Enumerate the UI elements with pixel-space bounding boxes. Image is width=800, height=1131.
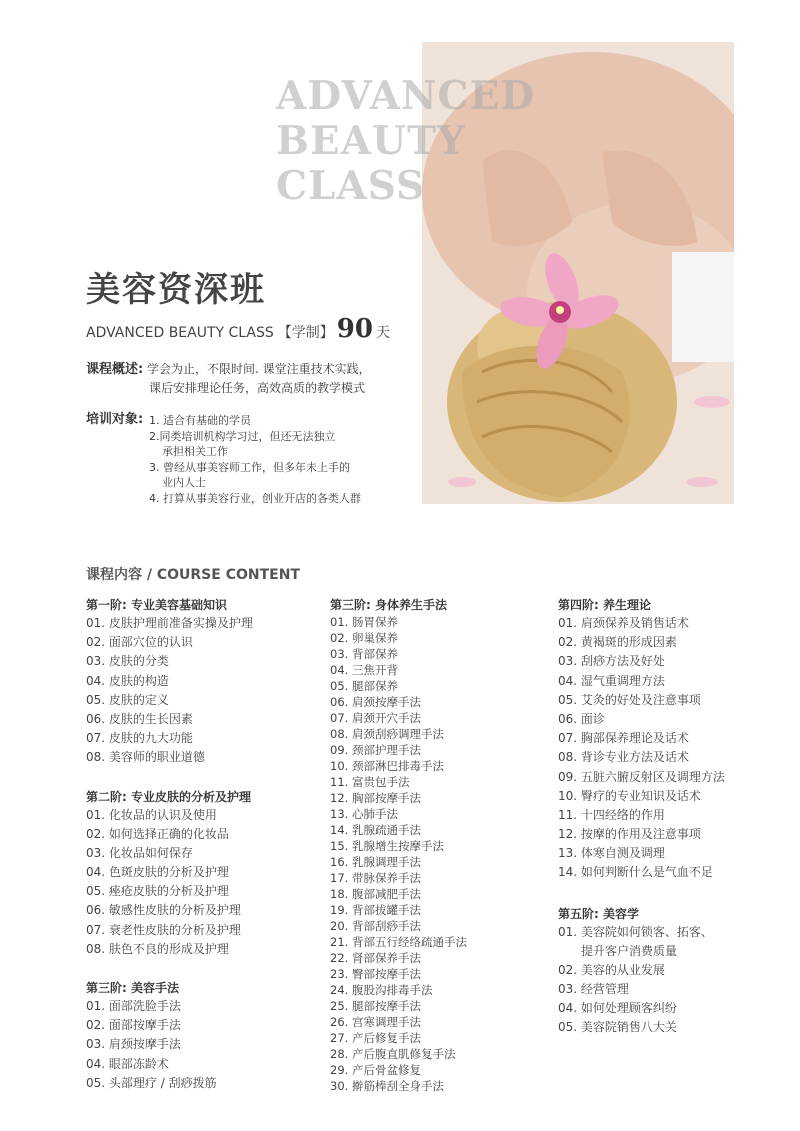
course-item-text: 01. 肩颈保养及销售话术 bbox=[558, 616, 689, 630]
course-item-text: 23. 臀部按摩手法 bbox=[330, 967, 421, 981]
target-item: 3. 曾经从事美容师工作，但多年未上手的 bbox=[149, 460, 350, 474]
course-item bbox=[558, 633, 725, 652]
course-item bbox=[558, 652, 725, 671]
course-item bbox=[330, 790, 467, 806]
course-item bbox=[86, 748, 253, 767]
course-item-text: 14. 如何判断什么是气血不足 bbox=[558, 865, 713, 880]
course-item bbox=[86, 1074, 253, 1093]
course-item-text: 22. 肾部保养手法 bbox=[330, 951, 421, 965]
course-item bbox=[330, 678, 467, 694]
english-watermark-title: ADVANCED BEAUTY CLASS bbox=[276, 73, 536, 209]
course-item-text: 07. 胸部保养理论及话术 bbox=[558, 731, 689, 746]
course-item-text: 02. 黄褐斑的形成因素 bbox=[558, 635, 677, 650]
course-item bbox=[330, 1062, 467, 1078]
course-item-text: 04. 如何处理顾客纠纷 bbox=[558, 1001, 677, 1015]
course-item bbox=[558, 1018, 725, 1037]
course-item-text: 08. 肩颈刮痧调理手法 bbox=[330, 727, 444, 741]
course-item bbox=[558, 961, 725, 980]
course-item-text: 15. 乳腺增生按摩手法 bbox=[330, 839, 444, 853]
course-item bbox=[330, 998, 467, 1014]
course-item bbox=[86, 844, 253, 863]
course-item bbox=[86, 710, 253, 729]
course-item-text: 05. 美容院销售八大关 bbox=[558, 1020, 677, 1035]
course-item bbox=[86, 921, 253, 940]
course-item-text: 07. 皮肤的九大功能 bbox=[86, 731, 193, 746]
course-item bbox=[86, 863, 253, 882]
course-item bbox=[86, 672, 253, 691]
course-item-text: 13. 心肺手法 bbox=[330, 807, 398, 821]
course-item-text: 03. 皮肤的分类 bbox=[86, 654, 169, 669]
course-item-text: 02. 面部穴位的认识 bbox=[86, 635, 193, 650]
course-item-text: 26. 宫寒调理手法 bbox=[330, 1015, 421, 1029]
course-item bbox=[86, 940, 253, 959]
course-item-text: 08. 背诊专业方法及话术 bbox=[558, 750, 689, 765]
course-item bbox=[330, 966, 467, 982]
course-item-text: 04. 皮肤的构造 bbox=[86, 673, 169, 688]
course-item-text: 06. 肩颈按摩手法 bbox=[330, 695, 421, 709]
course-item-text: 07. 肩颈开穴手法 bbox=[330, 711, 421, 725]
course-item bbox=[330, 838, 467, 854]
course-item-text: 03. 化妆品如何保存 bbox=[86, 845, 193, 860]
course-item bbox=[330, 742, 467, 758]
course-item-text: 10. 臀疗的专业知识及话术 bbox=[558, 788, 701, 803]
course-column-3 bbox=[558, 596, 725, 1059]
course-item-text: 05. 痤疮皮肤的分析及护理 bbox=[86, 884, 229, 899]
course-item-text: 06. 皮肤的生长因素 bbox=[86, 711, 193, 726]
course-item bbox=[558, 787, 725, 806]
overview-line2: 课后安排理论任务，高效高质的教学模式 bbox=[149, 381, 366, 395]
course-item-text: 21. 背部五行经络疏通手法 bbox=[330, 935, 467, 949]
course-item-text: 28. 产后腹直肌修复手法 bbox=[330, 1047, 456, 1061]
course-item bbox=[558, 768, 725, 787]
course-item bbox=[330, 1046, 467, 1062]
stage-title: 第一阶: 专业美容基础知识 bbox=[86, 598, 227, 612]
course-item-text: 10. 颈部淋巴排毒手法 bbox=[330, 759, 444, 773]
course-item-text: 02. 面部按摩手法 bbox=[86, 1018, 181, 1033]
course-item bbox=[558, 844, 725, 863]
course-item-text: 05. 皮肤的定义 bbox=[86, 692, 169, 707]
course-item bbox=[330, 1078, 467, 1094]
course-item bbox=[330, 822, 467, 838]
course-item bbox=[330, 902, 467, 918]
course-item-text: 01. 美容院如何锁客、拓客、 bbox=[558, 924, 713, 939]
course-item-text: 01. 化妆品的认识及使用 bbox=[86, 807, 217, 822]
course-item-text: 03. 背部保养 bbox=[330, 647, 398, 661]
course-item bbox=[86, 901, 253, 920]
course-item-text: 30. 擀筋棒刮全身手法 bbox=[330, 1079, 444, 1093]
course-item bbox=[558, 710, 725, 729]
subtitle bbox=[86, 314, 390, 344]
stage-group bbox=[86, 788, 253, 960]
target-item: 业内人士 bbox=[162, 476, 206, 489]
training-targets bbox=[86, 412, 361, 506]
course-item-text: 01. 肠胃保养 bbox=[330, 615, 398, 629]
course-item bbox=[558, 825, 725, 844]
course-item bbox=[558, 691, 725, 710]
course-item-text: 13. 体寒自测及调理 bbox=[558, 846, 665, 861]
course-item bbox=[86, 825, 253, 844]
course-item-text: 03. 经营管理 bbox=[558, 981, 629, 996]
stage-title: 第三阶: 美容手法 bbox=[86, 981, 179, 995]
course-item bbox=[558, 923, 725, 961]
course-item-text: 09. 五脏六腑反射区及调理方法 bbox=[558, 769, 725, 784]
course-item bbox=[558, 806, 725, 825]
target-item: 4. 打算从事美容行业，创业开店的各类人群 bbox=[149, 491, 361, 505]
course-item bbox=[330, 726, 467, 742]
course-item-text: 12. 按摩的作用及注意事项 bbox=[558, 827, 701, 842]
course-column-2 bbox=[330, 596, 467, 1094]
course-item bbox=[330, 630, 467, 646]
course-item bbox=[86, 652, 253, 671]
duration-prefix: 【学制】 bbox=[277, 325, 334, 341]
course-item-text: 04. 三焦开背 bbox=[330, 663, 398, 677]
course-item-text: 04. 色斑皮肤的分析及护理 bbox=[86, 865, 229, 880]
stage-group bbox=[558, 596, 725, 883]
course-item-text: 17. 带脉保养手法 bbox=[330, 871, 421, 885]
course-item bbox=[330, 870, 467, 886]
overview-line1: 学会为止，不限时间. 课堂注重技术实践， bbox=[147, 362, 371, 376]
course-item bbox=[86, 691, 253, 710]
course-item-text: 04. 湿气重调理方法 bbox=[558, 673, 665, 688]
course-item-text: 01. 面部洗脸手法 bbox=[86, 999, 181, 1013]
course-item-text: 01. 皮肤护理前准备实操及护理 bbox=[86, 616, 253, 630]
course-item bbox=[330, 806, 467, 822]
course-item bbox=[558, 748, 725, 767]
duration-unit: 天 bbox=[375, 325, 390, 341]
course-item bbox=[86, 1055, 253, 1074]
course-item bbox=[86, 729, 253, 748]
course-item bbox=[86, 633, 253, 652]
course-item-text: 24. 腹股沟排毒手法 bbox=[330, 983, 433, 997]
course-item bbox=[330, 758, 467, 774]
course-item bbox=[330, 1014, 467, 1030]
course-item bbox=[86, 1016, 253, 1035]
stage-title: 第三阶: 身体养生手法 bbox=[330, 598, 447, 612]
course-item-text: 06. 面诊 bbox=[558, 711, 605, 726]
course-item bbox=[330, 662, 467, 678]
course-item bbox=[86, 997, 253, 1016]
course-item bbox=[86, 806, 253, 825]
course-item-text: 02. 美容的从业发展 bbox=[558, 962, 665, 977]
stage-title: 第五阶: 美容学 bbox=[558, 906, 639, 921]
course-item-text: 03. 刮痧方法及好处 bbox=[558, 654, 665, 669]
course-item bbox=[558, 614, 725, 633]
stage-title: 第四阶: 养生理论 bbox=[558, 598, 651, 612]
stage-group bbox=[330, 596, 467, 1094]
subtitle-en: ADVANCED BEAUTY CLASS bbox=[86, 325, 274, 341]
course-item bbox=[330, 646, 467, 662]
course-item-text: 11. 十四经络的作用 bbox=[558, 807, 665, 822]
course-item-text: 20. 背部刮痧手法 bbox=[330, 919, 421, 933]
stage-group bbox=[86, 596, 253, 768]
stage-group bbox=[86, 979, 253, 1093]
course-item-text: 14. 乳腺疏通手法 bbox=[330, 823, 421, 837]
course-item bbox=[558, 999, 725, 1018]
course-item bbox=[330, 614, 467, 630]
stage-group bbox=[558, 905, 725, 1038]
course-item bbox=[86, 882, 253, 901]
course-item bbox=[330, 950, 467, 966]
course-item-text: 07. 衰老性皮肤的分析及护理 bbox=[86, 922, 241, 937]
course-item-text: 02. 卵巢保养 bbox=[330, 631, 398, 645]
course-item-text: 27. 产后修复手法 bbox=[330, 1031, 421, 1045]
overview-label: 课程概述: bbox=[86, 362, 144, 377]
course-item bbox=[330, 854, 467, 870]
target-item: 1. 适合有基础的学员 bbox=[149, 414, 251, 427]
course-item-text: 08. 肤色不良的形成及护理 bbox=[86, 941, 229, 956]
course-item bbox=[558, 729, 725, 748]
course-item bbox=[330, 774, 467, 790]
course-item bbox=[86, 614, 253, 633]
course-column-1 bbox=[86, 596, 253, 1113]
course-item-text: 09. 颈部护理手法 bbox=[330, 743, 421, 757]
course-item-text: 04. 眼部冻龄术 bbox=[86, 1056, 169, 1071]
course-item-text: 12. 胸部按摩手法 bbox=[330, 791, 421, 805]
course-content-heading: 课程内容 / COURSE CONTENT bbox=[86, 567, 300, 583]
course-item-text: 18. 腹部减肥手法 bbox=[330, 887, 421, 901]
targets-label: 培训对象: bbox=[86, 412, 144, 427]
course-item-text: 19. 背部拔罐手法 bbox=[330, 903, 421, 917]
course-item-text: 25. 腿部按摩手法 bbox=[330, 999, 421, 1013]
course-item-text: 05. 艾灸的好处及注意事项 bbox=[558, 692, 701, 707]
course-item-text: 05. 头部理疗 / 刮痧拨筋 bbox=[86, 1075, 217, 1090]
course-item bbox=[86, 1035, 253, 1054]
target-item: 2.同类培训机构学习过，但还无法独立 bbox=[149, 429, 336, 443]
target-item: 承担相关工作 bbox=[162, 445, 228, 458]
course-item-text: 02. 如何选择正确的化妆品 bbox=[86, 826, 229, 841]
course-item-text: 03. 肩颈按摩手法 bbox=[86, 1037, 181, 1052]
course-item-text: 16. 乳腺调理手法 bbox=[330, 855, 421, 869]
course-overview bbox=[86, 360, 371, 397]
course-item bbox=[330, 934, 467, 950]
duration-value: 90 bbox=[336, 314, 373, 344]
course-item-continuation: 提升客户消费质量 bbox=[581, 943, 678, 958]
course-item bbox=[330, 1030, 467, 1046]
course-item-text: 29. 产后骨盆修复 bbox=[330, 1063, 421, 1077]
course-item bbox=[330, 710, 467, 726]
course-item bbox=[330, 886, 467, 902]
course-item bbox=[330, 982, 467, 998]
course-item bbox=[558, 980, 725, 999]
course-item-text: 05. 腿部保养 bbox=[330, 679, 398, 693]
course-item bbox=[330, 694, 467, 710]
stage-title: 第二阶: 专业皮肤的分析及护理 bbox=[86, 789, 251, 804]
page-title: 美容资深班 bbox=[86, 270, 266, 310]
course-item-text: 06. 敏感性皮肤的分析及护理 bbox=[86, 903, 241, 918]
course-item bbox=[330, 918, 467, 934]
course-item-text: 08. 美容师的职业道德 bbox=[86, 750, 205, 765]
course-item-text: 11. 富贵包手法 bbox=[330, 775, 410, 789]
course-item bbox=[558, 672, 725, 691]
course-item bbox=[558, 863, 725, 882]
